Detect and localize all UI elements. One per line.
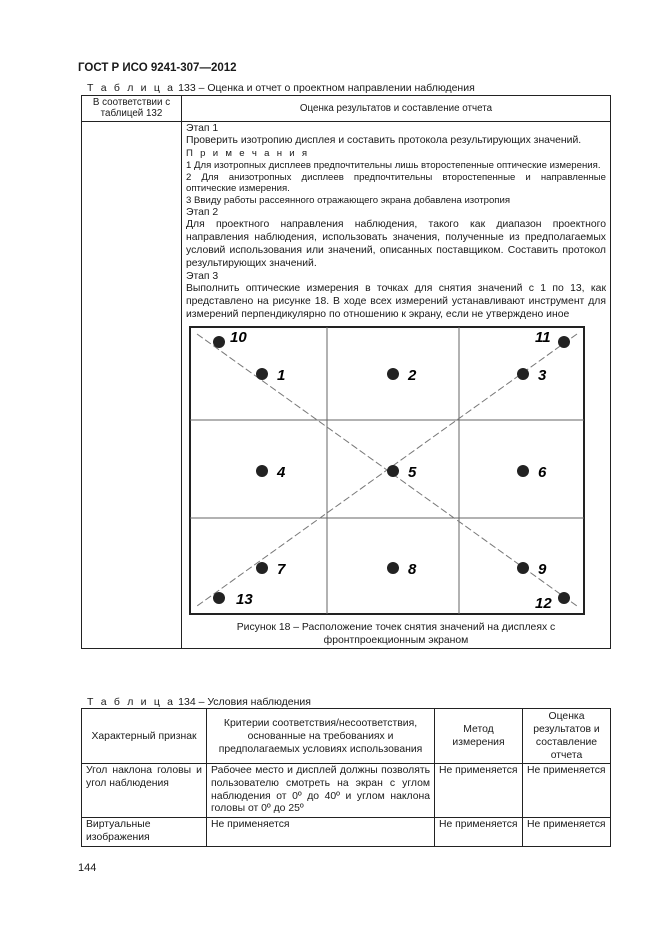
table134-header-method: Метод измерения (435, 709, 523, 764)
table134-header-evaluation: Оценка результатов и составление отчета (523, 709, 611, 764)
table134-row1-method: Не применяется (435, 764, 523, 818)
table133-caption-word: Т а б л и ц а (87, 82, 176, 94)
point-8-dot (387, 562, 399, 574)
table134-caption (87, 696, 311, 708)
point-1-label: 1 (277, 366, 286, 384)
table133-col2-header: Оценка результатов и составление отчета (182, 96, 611, 122)
table134-row2-method: Не применяется (435, 818, 523, 847)
table-row (82, 764, 611, 818)
table-133 (81, 95, 611, 649)
table134-caption-text: 134 – Условия наблюдения (178, 696, 311, 708)
table134-row2-feature: Виртуальные изображения (82, 818, 207, 847)
table133-header-row (82, 96, 611, 122)
note-2: 2 Для анизотропных дисплеев предпочтительны второстепенные и направленные оптические измерения. (186, 171, 606, 195)
table133-empty-cell (82, 121, 182, 649)
point-6-dot (517, 465, 529, 477)
point-1-dot (256, 368, 268, 380)
point-7-dot (256, 562, 268, 574)
point-4-label: 4 (277, 463, 286, 481)
stage3-title: Этап 3 (186, 270, 219, 282)
measurement-points-diagram (189, 326, 586, 616)
table134-header-feature: Характерный признак (82, 709, 207, 764)
table134-row1-criteria: Рабочее место и дисплей должны позволять пользователю смотреть на экран с углом наблюдения от 0º до 40º и углом наклона головы от 0º до 25º (207, 764, 435, 818)
document-code: ГОСТ Р ИСО 9241-307—2012 (78, 62, 237, 74)
point-3-label: 3 (538, 366, 547, 384)
point-2-dot (387, 368, 399, 380)
point-9-label: 9 (538, 560, 547, 578)
point-13-dot (213, 592, 225, 604)
table134-row2-evaluation: Не применяется (523, 818, 611, 847)
stage1-text: Проверить изотропию дисплея и составить протокола результирующих значений. (186, 135, 582, 147)
table134-row1-evaluation: Не применяется (523, 764, 611, 818)
point-10-dot (213, 336, 225, 348)
table133-content-cell (182, 121, 611, 649)
stage3-text: Выполнить оптические измерения в точках для снятия значений с 1 по 13, как представлено на рисунке 18. В ходе всех измерений устанавливают инструмент для измерений перпендикулярно по отношению к экрану, если не утверждено иное (186, 283, 606, 321)
point-9-dot (517, 562, 529, 574)
stage2-title: Этап 2 (186, 206, 219, 218)
stage2-text: Для проектного направления наблюдения, такого как диапазон проектного направления наблюдения, использовать значения, полученные из предполагаемых условий использования или значений, описанных поставщиком. Составить протокол результирующих значений. (186, 219, 606, 269)
note-1: 1 Для изотропных дисплеев предпочтительны лишь второстепенные оптические измерения. (186, 159, 601, 171)
point-7-label: 7 (277, 560, 286, 578)
table134-header-row (82, 709, 611, 764)
note-3: 3 Ввиду работы рассеянного отражающего экрана добавлена изотропия (186, 194, 511, 206)
point-13-label: 13 (236, 590, 253, 608)
table134-caption-word: Т а б л и ц а (87, 696, 176, 708)
table133-caption-text: 133 – Оценка и отчет о проектном направлении наблюдения (178, 82, 475, 94)
point-6-label: 6 (538, 463, 547, 481)
point-8-label: 8 (408, 560, 417, 578)
point-3-dot (517, 368, 529, 380)
figure-18 (189, 326, 588, 616)
notes-label: П р и м е ч а н и я (186, 148, 310, 160)
point-12-label: 12 (535, 594, 552, 612)
point-5-dot (387, 465, 399, 477)
point-11-label: 11 (535, 328, 551, 346)
page-number: 144 (78, 862, 97, 874)
table133-caption (87, 82, 475, 94)
table134-row2-criteria: Не применяется (207, 818, 435, 847)
point-2-label: 2 (408, 366, 417, 384)
point-4-dot (256, 465, 268, 477)
table-row (82, 818, 611, 847)
table134-header-criteria: Критерии соответствия/несоответствия, основанные на требованиях и предполагаемых условиях использования (207, 709, 435, 764)
table-134 (81, 708, 611, 847)
point-11-dot (558, 336, 570, 348)
table133-body-row (82, 121, 611, 649)
stage1-title: Этап 1 (186, 122, 219, 134)
point-12-dot (558, 592, 570, 604)
table133-col1-header: В соответствии с таблицей 132 (82, 96, 182, 122)
figure-18-caption: Рисунок 18 – Расположение точек снятия значений на дисплеях с фронтпроекционным экраном (236, 621, 556, 646)
table134-row1-feature: Угол наклона головы и угол наблюдения (82, 764, 207, 818)
point-10-label: 10 (230, 328, 247, 346)
point-5-label: 5 (408, 463, 417, 481)
